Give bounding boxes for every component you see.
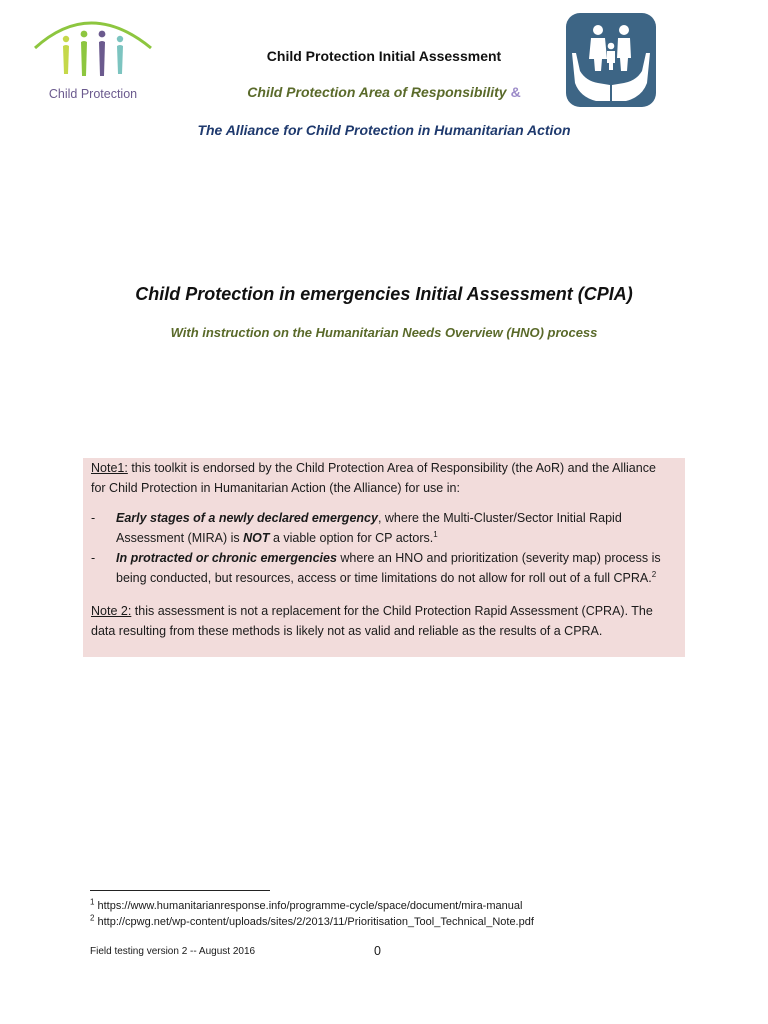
note1-label: Note1: [91, 461, 128, 475]
document-title: Child Protection in emergencies Initial Assessment (CPIA) [135, 284, 633, 304]
bullet-list [91, 508, 671, 588]
footnote-ref-1: 1 [433, 529, 438, 539]
footnote-mark: 1 [90, 897, 95, 907]
bullet-emphasis: NOT [243, 531, 270, 545]
bullet-text: where an HNO and prioritization (severity map) process is being conducted, but resources, access or time limitations do not allow for roll out of a full CPRA. [116, 551, 661, 585]
footnote-divider [90, 890, 270, 891]
bullet-lead: Early stages of a newly declared emergency [116, 511, 378, 525]
list-dash: - [91, 511, 96, 525]
aor-text: Child Protection Area of Responsibility [247, 84, 507, 100]
ampersand: & [510, 84, 521, 100]
note-box [83, 458, 685, 657]
logo-text: Child Protection [48, 87, 138, 101]
header-title: Child Protection Initial Assessment [266, 48, 502, 64]
footnote-mark: 2 [90, 913, 95, 923]
list-item [91, 548, 671, 588]
bullet-text: , where the Multi-Cluster/Sector Initial Rapid Assessment (MIRA) is [116, 511, 622, 545]
list-item [91, 508, 671, 548]
footnote-text: https://www.humanitarianresponse.info/programme-cycle/space/document/mira-manual [94, 900, 523, 912]
bullet-text-end: a viable option for CP actors. [269, 531, 434, 545]
note2-paragraph [91, 601, 671, 641]
header-aor-line [0, 84, 768, 100]
footnote-ref-2: 2 [651, 569, 657, 579]
page-number: 0 [374, 944, 381, 958]
footnote-text: http://cpwg.net/wp-content/uploads/sites/2/2013/11/Prioritisation_Tool_Technical_Note.pdf [94, 916, 534, 928]
header-alliance-line: The Alliance for Child Protection in Humanitarian Action [197, 122, 571, 138]
bullet-lead: In protracted or chronic emergencies [116, 551, 337, 565]
note2-text: this assessment is not a replacement for the Child Protection Rapid Assessment (CPRA). The data resulting from these methods is likely not as valid and reliable as the results of a CPRA. [91, 604, 653, 638]
list-dash: - [91, 551, 96, 565]
note2-label: Note 2: [91, 604, 132, 618]
document-subtitle: With instruction on the Humanitarian Needs Overview (HNO) process [170, 325, 598, 340]
footer-version: Field testing version 2 -- August 2016 [90, 946, 256, 957]
note1-paragraph [91, 458, 671, 498]
footnote-2 [90, 913, 534, 928]
note1-text: this toolkit is endorsed by the Child Protection Area of Responsibility (the AoR) and the Alliance for Child Protection in Humanitarian Action (the Alliance) for use in: [91, 461, 656, 495]
footnote-1 [90, 897, 523, 912]
